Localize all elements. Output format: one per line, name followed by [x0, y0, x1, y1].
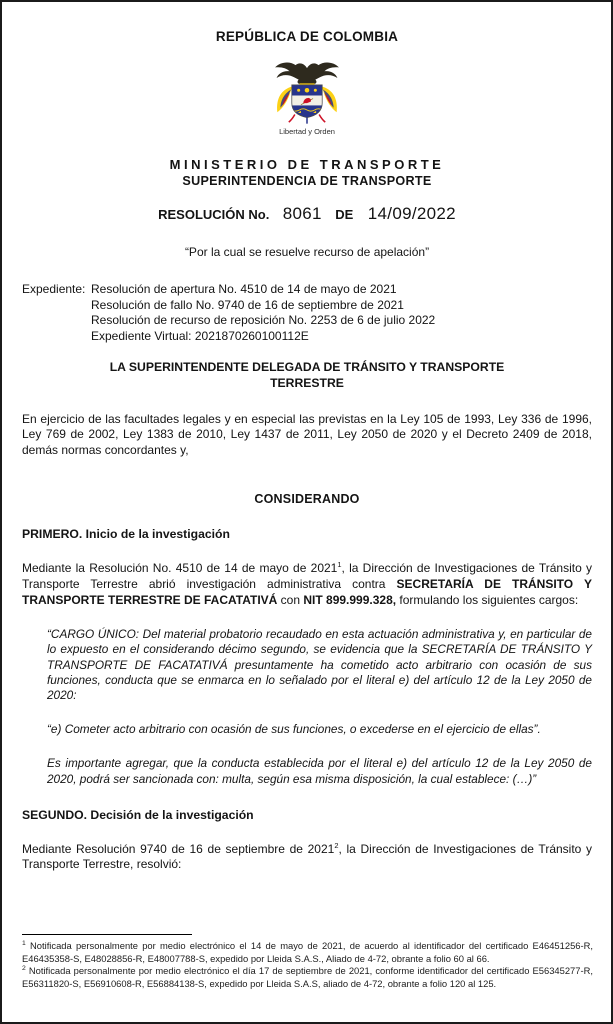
footnote-ref-2: 2: [334, 840, 339, 850]
superintendency-heading: SUPERINTENDENCIA DE TRANSPORTE: [182, 174, 432, 188]
primero-heading: PRIMERO. Inicio de la investigación: [22, 527, 230, 542]
expediente-item-reposicion: Resolución de recurso de reposición No. 2253 de 6 de julio 2022: [91, 313, 436, 328]
emblem-caption: Libertad y Orden: [279, 127, 335, 136]
primero-text-4: formulando los siguientes cargos:: [396, 592, 579, 607]
expediente-items: [91, 282, 592, 344]
ministry-heading: MINISTERIO DE TRANSPORTE: [169, 157, 445, 172]
resolution-date: 14/09/2022: [367, 204, 456, 223]
condor-icon: [275, 62, 339, 84]
expediente-label: Expediente:: [22, 282, 86, 296]
footnote-2-marker: 2: [22, 965, 26, 973]
resolution-de-label: DE: [335, 207, 354, 222]
footnote-2: [22, 965, 593, 991]
resolution-line: [22, 204, 592, 224]
footnote-1-text: Notificada personalmente por medio electrónico el 14 de mayo de 2021, de acuerdo al identificador del certificado E46451256-R, E46435358-S, E48028856-R, E48007788-S, expedido por Lleida S.A.S., Aliado de 4-72, obrante a folio 60 al 66.: [22, 939, 594, 964]
footnote-separator: [22, 934, 192, 935]
resolution-number: 8061: [282, 204, 322, 223]
footnote-1: [22, 940, 593, 966]
footnotes-section: [22, 934, 593, 991]
segundo-paragraph: [22, 842, 592, 873]
cargo-unico-quote: “CARGO ÚNICO: Del material probatorio recaudado en esta actuación administrativa y, en particular de lo expuesto en el considerando décimo segundo, se evidencia que la SECRETARÍA DE TRÁNSITO Y TRANSPORTE DE FACATATIVÁ presuntamente ha cometido acto arbitrario con ocasión de sus funciones, conducta que se enmarca en lo señalado por el literal e) del artículo 12 de la Ley 2050 de 2020:: [47, 627, 592, 702]
considerando-heading: CONSIDERANDO: [254, 492, 360, 507]
segundo-text-1: Mediante Resolución 9740 de 16 de septiembre de 2021: [22, 841, 335, 856]
primero-text-1: Mediante la Resolución No. 4510 de 14 de mayo de 2021: [22, 561, 338, 576]
investigated-entity: SECRETARÍA DE TRÁNSITO Y TRANSPORTE TERRESTRE DE FACATATIVÁ: [22, 576, 592, 607]
authority-heading: LA SUPERINTENDENTE DELEGADA DE TRÁNSITO Y TRANSPORTE TERRESTRE: [109, 360, 505, 390]
primero-text-2: , la Dirección de Investigaciones de Tránsito y Transporte Terrestre abrió investigación administrativa contra: [22, 561, 592, 591]
coat-of-arms: [22, 59, 592, 136]
primero-paragraph: [22, 561, 592, 608]
expediente-item-virtual: Expediente Virtual: 2021870260100112E: [91, 328, 309, 343]
expediente-block: [22, 282, 592, 344]
expediente-item-apertura: Resolución de apertura No. 4510 de 14 de mayo de 2021: [91, 282, 397, 296]
resolution-subtitle: “Por la cual se resuelve recurso de apelación”: [184, 245, 430, 259]
resolution-label: RESOLUCIÓN No.: [158, 207, 270, 222]
literal-e-quote: “e) Cometer acto arbitrario con ocasión de sus funciones, o excederse en el ejercicio de ellas”.: [47, 722, 541, 737]
expediente-item-fallo: Resolución de fallo No. 9740 de 16 de septiembre de 2021: [91, 297, 404, 312]
right-flag: [321, 86, 336, 112]
powers-paragraph: En ejercicio de las facultades legales y en especial las previstas en la Ley 105 de 1993, Ley 336 de 1996, Ley 769 de 2002, Ley 1383 de 2010, Ley 1437 de 2011, Ley 2050 de 2020 y el Decreto 2409 de 2018, demás normas concordantes y,: [22, 411, 592, 457]
page-title: REPÚBLICA DE COLOMBIA: [215, 29, 399, 44]
primero-text-3: con: [277, 592, 304, 607]
footnote-2-text: Notificada personalmente por medio electrónico el día 17 de septiembre de 2021, conforme identificador del certificado E56345277-R, E56311820-S, E56910608-R, E56884138-S, expedido por Lleida S.A.S, aliado de 4-72, obrante a folio 120 al 125.: [22, 965, 593, 990]
footnote-1-marker: 1: [22, 939, 26, 947]
entity-nit: NIT 899.999.328,: [303, 592, 397, 607]
sancion-quote: Es importante agregar, que la conducta establecida por el literal e) del artículo 12 de la Ley 2050 de 2020, podrá ser sancionada con: multa, según esa misma disposición, la cual establece: (…)”: [47, 756, 592, 786]
colombia-coat-of-arms-icon: [269, 59, 345, 126]
footnote-ref-1: 1: [337, 560, 342, 570]
segundo-text-2: , la Dirección de Investigaciones de Tránsito y Transporte Terrestre, resolvió:: [22, 841, 593, 872]
segundo-heading: SEGUNDO. Decisión de la investigación: [22, 807, 254, 822]
